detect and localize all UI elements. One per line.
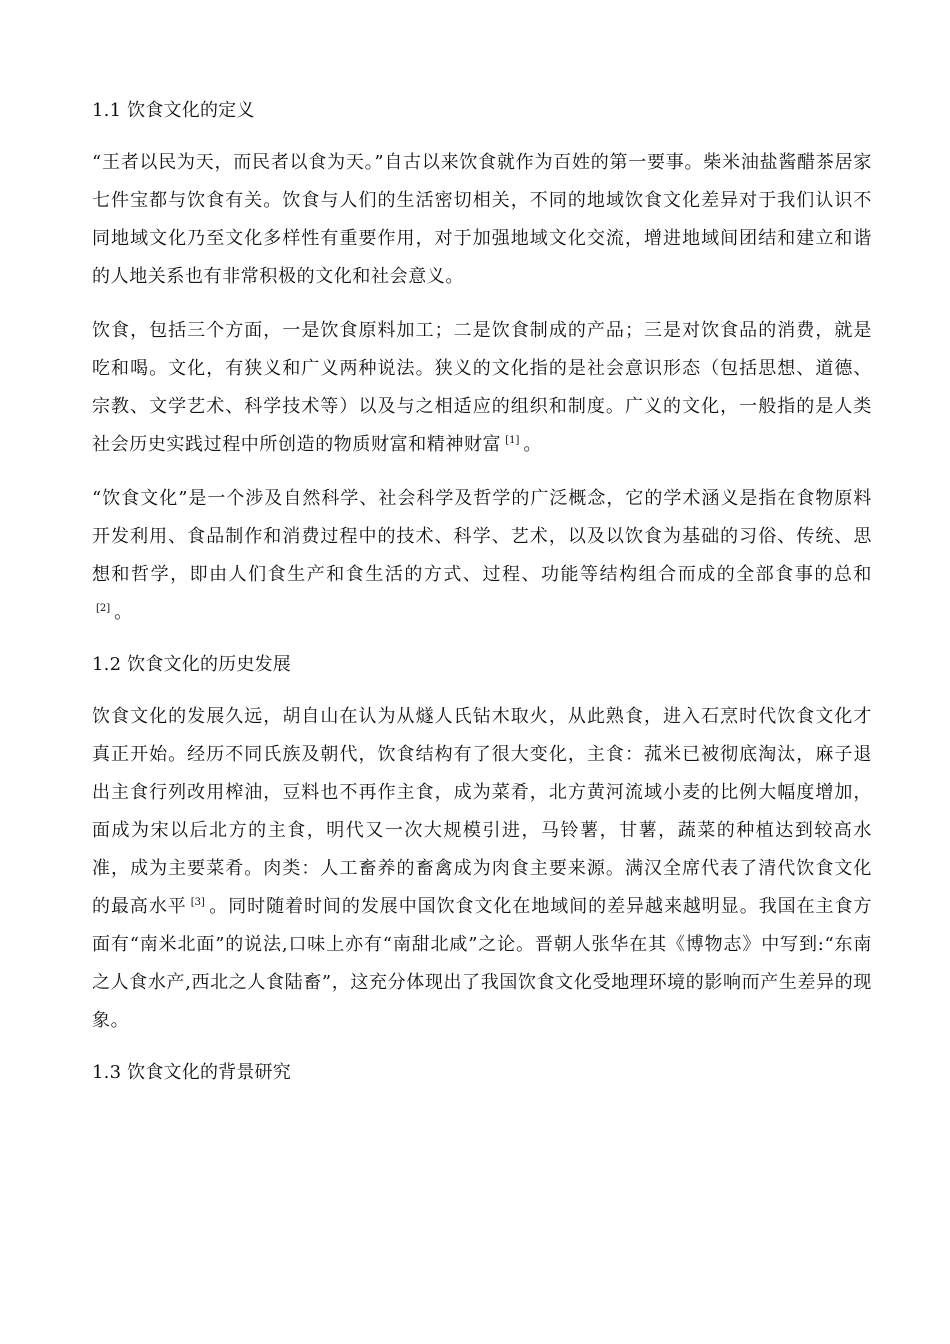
paragraph-history-development [92,698,872,1040]
paragraph-text: 饮食文化的发展久远，胡自山在认为从燧人氏钻木取火，从此熟食，进入石烹时代饮食文化才真正开始。经历不同氏族及朝代，饮食结构有了很大变化，主食：菰米已被彻底淘汰，麻子退出主食行列改用榨油，豆料也不再作主食，成为菜肴，北方黄河流域小麦的比例大幅度增加，面成为宋以后北方的主食，明代又一次大规模引进，马铃薯，甘薯，蔬菜的种植达到较高水准，成为主要菜肴。肉类：人工畜养的畜禽成为肉食主要来源。满汉全席代表了清代饮食文化的最高水平 [92,706,872,917]
paragraph-diet-culture-concept [92,480,872,632]
paragraph-end: 。 [114,602,133,623]
document-page [92,92,872,1092]
citation-ref-3: [3] [190,897,205,908]
paragraph-food-importance: “王者以民为天，而民者以食为天。”自古以来饮食就作为百姓的第一要事。柴米油盐酱醋茶居家七件宝都与饮食有关。饮食与人们的生活密切相关，不同的地域饮食文化差异对于我们认识不同地域文化乃至文化多样性有重要作用，对于加强地域文化交流，增进地域间团结和建立和谐的人地关系也有非常积极的文化和社会意义。 [92,152,872,287]
section-heading-1-3: 1.3 饮食文化的背景研究 [92,1062,291,1083]
paragraph-definition-diet-culture [92,312,872,464]
paragraph-end: 。 [523,434,542,455]
paragraph-text: “饮食文化”是一个涉及自然科学、社会科学及哲学的广泛概念，它的学术涵义是指在食物原料开发利用、食品制作和消费过程中的技术、科学、艺术，以及以饮食为基础的习俗、传统、思想和哲学，即由人们食生产和食生活的方式、过程、功能等结构组合而成的全部食事的总和 [92,488,872,585]
paragraph-end: 。同时随着时间的发展中国饮食文化在地域间的差异越来越明显。我国在主食方面有“南米北面”的说法,口味上亦有“南甜北咸”之论。晋朝人张华在其《博物志》中写到:“东南之人食水产,西北之人食陆畜”，这充分体现出了我国饮食文化受地理环境的影响而产生差异的现象。 [92,896,873,1031]
citation-ref-1: [1] [505,435,520,446]
section-heading-1-1: 1.1 饮食文化的定义 [92,100,255,121]
paragraph-text: 饮食，包括三个方面，一是饮食原料加工；二是饮食制成的产品；三是对饮食品的消费，就是吃和喝。文化，有狭义和广义两种说法。狭义的文化指的是社会意识形态（包括思想、道德、宗教、文学艺术、科学技术等）以及与之相适应的组织和制度。广义的文化，一般指的是人类社会历史实践过程中所创造的物质财富和精神财富 [92,320,872,455]
section-heading-1-2: 1.2 饮食文化的历史发展 [92,654,291,675]
citation-ref-2: [2] [96,603,111,614]
